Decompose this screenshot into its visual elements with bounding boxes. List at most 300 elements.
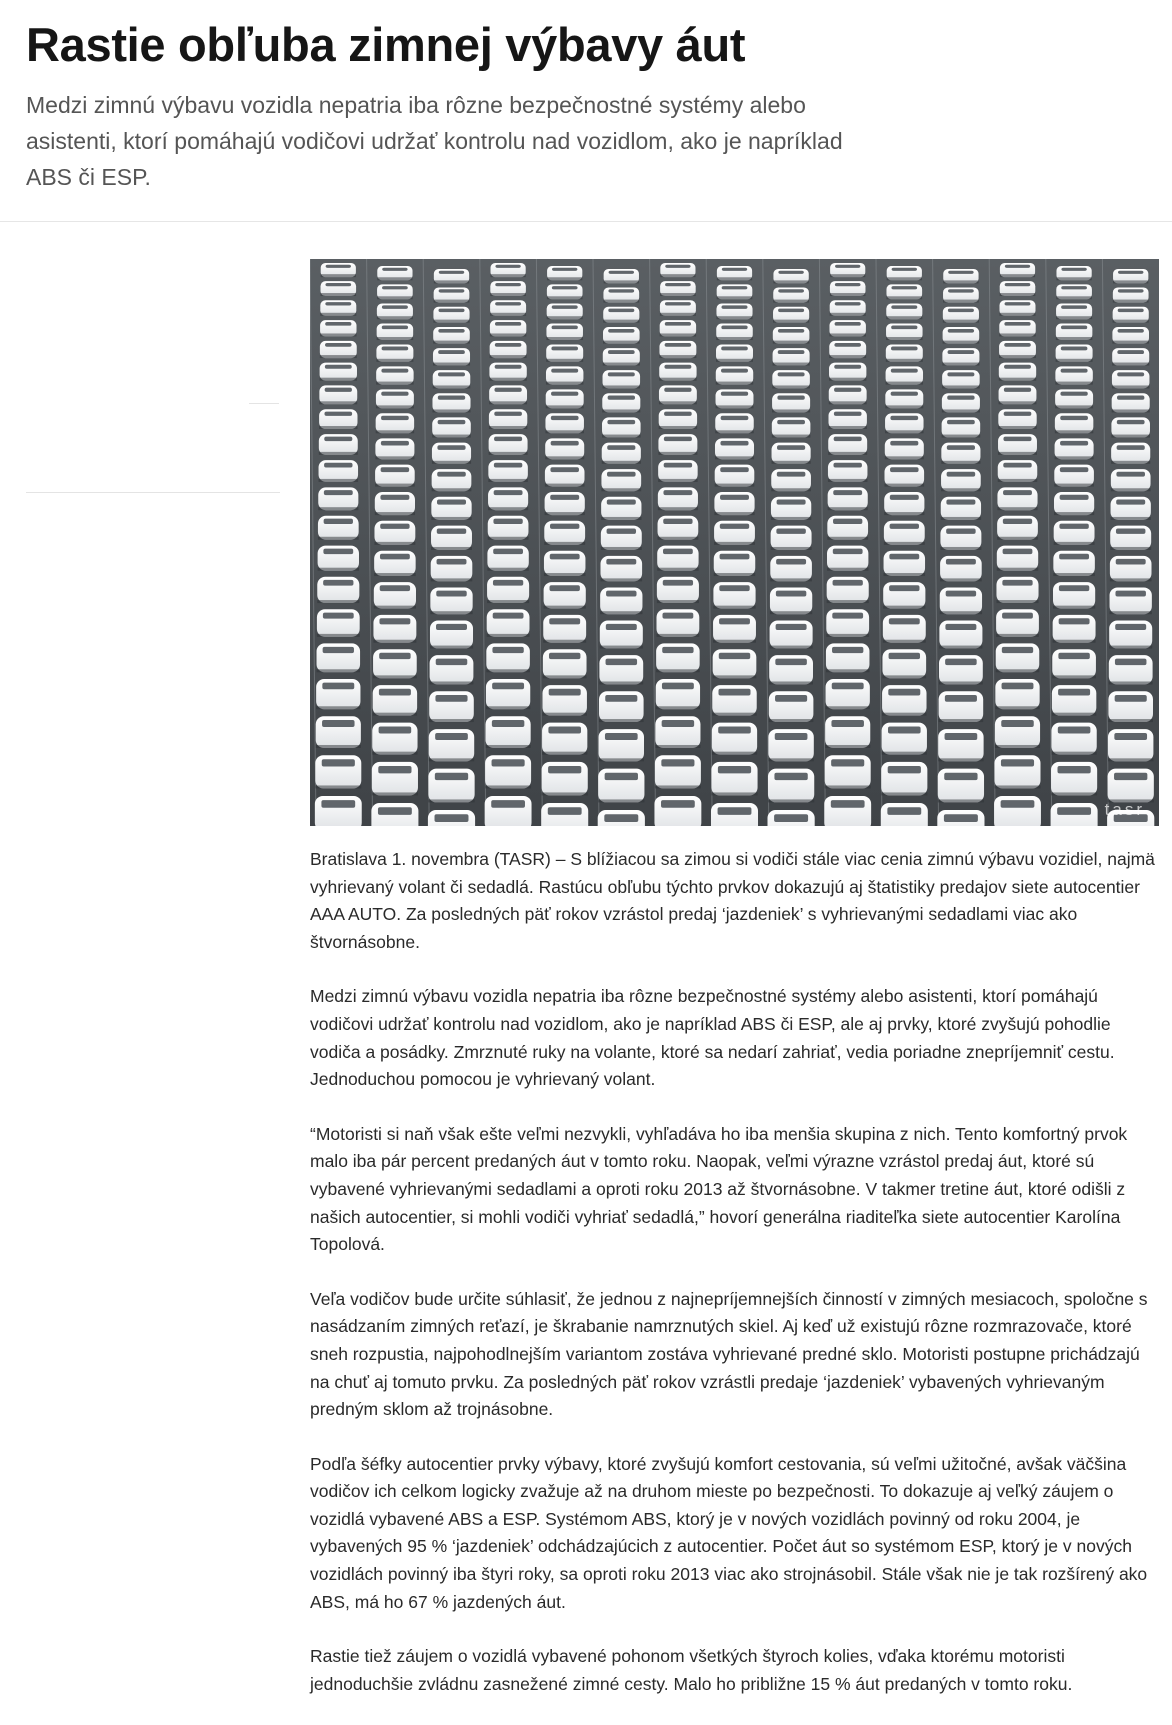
car-shape xyxy=(319,409,357,429)
car-shape xyxy=(372,723,417,755)
car-shape xyxy=(716,303,752,319)
car-shape xyxy=(1055,413,1093,433)
car-shape xyxy=(316,679,360,709)
car-shape xyxy=(942,393,980,412)
car-shape xyxy=(1052,649,1096,678)
car-shape xyxy=(546,389,584,408)
car-shape xyxy=(716,389,754,408)
car-shape xyxy=(658,516,699,540)
car-shape xyxy=(830,281,866,296)
car-shape xyxy=(999,363,1036,381)
car-shape xyxy=(882,649,926,678)
car-shape xyxy=(374,582,416,609)
car-shape xyxy=(600,621,643,649)
car-shape xyxy=(883,582,925,609)
car-shape xyxy=(603,370,641,388)
car-shape xyxy=(315,796,362,826)
car-shape xyxy=(998,409,1036,429)
car-shape xyxy=(825,716,870,748)
car-shape xyxy=(1111,469,1151,491)
car-shape xyxy=(317,609,360,637)
car-shape xyxy=(939,655,983,684)
car-shape xyxy=(601,526,642,550)
car-shape xyxy=(1056,303,1092,319)
sidebar-divider xyxy=(26,492,280,493)
car-shape xyxy=(884,492,924,515)
car-shape xyxy=(598,810,645,826)
car-shape xyxy=(1110,556,1152,582)
car-shape xyxy=(941,443,980,464)
car-shape xyxy=(996,577,1038,603)
car-shape xyxy=(489,363,526,381)
car-shape xyxy=(1110,587,1152,614)
car-shape xyxy=(942,348,979,365)
car-shape xyxy=(1113,307,1149,323)
car-shape xyxy=(1113,287,1149,302)
car-shape xyxy=(999,341,1036,358)
car-shape xyxy=(884,551,925,576)
car-shape xyxy=(716,344,753,361)
car-shape xyxy=(542,685,586,716)
car-shape xyxy=(711,803,758,826)
car-shape xyxy=(938,769,984,803)
car-shape xyxy=(717,266,752,280)
car-shape xyxy=(372,762,418,796)
car-shape xyxy=(713,615,756,643)
car-shape xyxy=(486,643,530,672)
article-title: Rastie obľuba zimnej výbavy áut xyxy=(26,18,746,71)
car-shape xyxy=(829,385,867,404)
car-shape xyxy=(375,492,415,515)
car-shape xyxy=(999,320,1035,336)
car-shape xyxy=(1112,348,1149,365)
car-shape xyxy=(320,300,356,316)
article-header xyxy=(0,0,1172,222)
car-shape xyxy=(488,487,528,510)
car-shape xyxy=(603,327,640,344)
car-shape xyxy=(1051,762,1097,796)
car-shape xyxy=(603,307,639,323)
car-shape xyxy=(885,389,923,408)
car-shape xyxy=(770,556,812,582)
car-shape xyxy=(943,269,978,283)
car-shape xyxy=(773,307,809,323)
car-shape xyxy=(373,649,417,678)
car-shape xyxy=(1053,615,1096,643)
car-shape xyxy=(716,366,753,384)
car-shape xyxy=(997,546,1038,571)
article-lede: Medzi zimnú výbavu vozidla nepatria iba rôzne bezpečnostné systémy alebo asistenti, ktorí pomáhajú vodičovi udržať kontrolu nad vozidlom, ako je napríklad ABS či ESP. xyxy=(26,92,843,190)
sidebar-divider-short xyxy=(249,403,279,404)
car-shape xyxy=(600,587,642,614)
car-shape xyxy=(489,385,527,404)
car-shape xyxy=(321,281,357,296)
car-shape xyxy=(601,497,641,520)
car-shape xyxy=(488,516,529,540)
car-shape xyxy=(998,460,1038,482)
car-shape xyxy=(1110,526,1151,550)
car-shape xyxy=(320,341,357,358)
car-shape xyxy=(826,643,870,672)
car-shape xyxy=(1053,582,1095,609)
car-shape xyxy=(489,434,528,455)
car-shape xyxy=(1055,389,1093,408)
car-shape xyxy=(545,438,584,459)
car-shape xyxy=(377,303,413,319)
car-shape xyxy=(319,460,359,482)
car-shape xyxy=(434,287,470,302)
article-paragraph: Bratislava 1. novembra (TASR) – S blížiacou sa zimou si vodiči stále viac cenia zimnú výbavu vozidiel, najmä vyhrievaný volant či sedadlá. Rastúcu obľubu týchto prvkov dokazujú aj štatistiky predajov siete autocentier AAA AUTO. Za posledných päť rokov vzrástol predaj ‘jazdeniek’ s vyhrievanými sedadlami viac ako štvornásobne. xyxy=(310,849,1155,952)
car-shape xyxy=(942,370,980,388)
car-shape xyxy=(317,643,361,672)
article-paragraph: Veľa vodičov bude určite súhlasiť, že jednou z najnepríjemnejších činností v zimných mesiacoch, spoločne s nasádzaním zimných reťazí, je škrabanie namrznutých skiel. Aj keď už existujú rôzne rozmrazovače, ktoré sneh rozpustia, najpohodlnejším variantom zostáva vyhrievané predné sklo. Motoristi postupne prichádzajú na chuť aj tomuto prvku. Za posledných päť rokov vzrástli predaje ‘jazdeniek’ vybavených vyhrievaným predným sklom až trojnásobne. xyxy=(310,1288,1148,1420)
car-shape xyxy=(603,348,640,365)
car-shape xyxy=(658,460,698,482)
car-shape xyxy=(714,492,754,515)
car-shape xyxy=(886,344,923,361)
car-shape xyxy=(320,320,356,336)
car-shape xyxy=(485,755,531,788)
car-shape xyxy=(995,716,1040,748)
car-shape xyxy=(1053,551,1094,576)
car-shape xyxy=(655,716,700,748)
car-shape xyxy=(490,341,527,358)
car-shape xyxy=(656,643,700,672)
car-shape xyxy=(827,516,868,540)
car-shape xyxy=(883,615,926,643)
car-shape xyxy=(428,810,475,826)
car-shape xyxy=(772,370,810,388)
article-paragraph: Rastie tiež záujem o vozidlá vybavené pohonom všetkých štyroch kolies, vďaka ktorému motoristi jednoduchšie zvládnu zasnežené zimné cesty. Malo ho približne 15 % áut predaných v tomto roku. xyxy=(310,1646,1073,1694)
car-shape xyxy=(319,434,358,455)
car-shape xyxy=(1055,366,1092,384)
car-shape xyxy=(659,409,697,429)
car-shape xyxy=(655,755,701,788)
car-shape xyxy=(318,487,358,510)
car-shape xyxy=(490,320,526,336)
car-shape xyxy=(433,327,470,344)
car-shape xyxy=(660,300,696,316)
car-shape xyxy=(771,526,812,550)
car-shape xyxy=(657,609,700,637)
car-shape xyxy=(829,363,866,381)
car-shape xyxy=(829,320,865,336)
car-shape xyxy=(488,460,528,482)
car-shape xyxy=(1111,497,1151,520)
car-shape xyxy=(716,324,753,341)
car-shape xyxy=(828,434,867,455)
car-shape xyxy=(546,344,583,361)
car-shape xyxy=(660,320,696,336)
car-shape xyxy=(1111,443,1150,464)
car-shape xyxy=(316,716,361,748)
car-shape xyxy=(773,348,810,365)
car-shape xyxy=(487,609,530,637)
car-shape xyxy=(713,582,755,609)
car-shape xyxy=(1000,300,1036,316)
car-shape xyxy=(656,679,700,709)
car-shape xyxy=(600,556,642,582)
car-shape xyxy=(318,546,359,571)
car-shape xyxy=(1054,521,1095,545)
car-shape xyxy=(376,344,413,361)
car-shape xyxy=(375,438,414,459)
car-shape xyxy=(659,385,697,404)
car-shape xyxy=(1112,393,1150,412)
car-shape xyxy=(772,443,811,464)
car-shape xyxy=(433,370,471,388)
car-shape xyxy=(885,413,923,433)
car-shape xyxy=(544,521,585,545)
car-shape xyxy=(541,803,588,826)
car-shape xyxy=(544,551,585,576)
car-shape xyxy=(1108,729,1153,761)
car-shape xyxy=(940,526,981,550)
car-shape xyxy=(1052,685,1096,716)
car-shape xyxy=(943,307,979,323)
car-shape xyxy=(882,685,926,716)
car-shape xyxy=(654,796,701,826)
car-shape xyxy=(714,551,755,576)
car-shape xyxy=(772,417,811,437)
car-shape xyxy=(658,487,698,510)
car-shape xyxy=(770,587,812,614)
article-photo[interactable] xyxy=(310,259,1159,826)
car-shape xyxy=(1109,655,1153,684)
car-shape xyxy=(712,685,756,716)
car-shape xyxy=(886,303,922,319)
car-shape xyxy=(377,266,412,280)
car-shape xyxy=(487,546,528,571)
car-shape xyxy=(428,769,474,803)
car-shape xyxy=(772,393,810,412)
car-shape xyxy=(997,487,1037,510)
car-shape xyxy=(599,729,644,761)
car-shape xyxy=(1111,417,1150,437)
car-shape xyxy=(886,366,923,384)
car-shape xyxy=(937,810,984,826)
car-shape xyxy=(317,577,359,603)
car-shape xyxy=(318,516,359,540)
car-shape xyxy=(373,615,416,643)
car-shape xyxy=(887,266,922,280)
car-shape xyxy=(542,723,587,755)
car-shape xyxy=(938,729,983,761)
car-shape xyxy=(547,266,582,280)
car-shape xyxy=(321,263,356,277)
car-shape xyxy=(544,582,586,609)
car-shape xyxy=(995,755,1041,788)
car-shape xyxy=(827,546,868,571)
photo-watermark: tasr xyxy=(1104,800,1145,819)
car-shape xyxy=(432,443,471,464)
car-shape xyxy=(546,366,583,384)
car-shape xyxy=(315,755,361,788)
car-shape xyxy=(1112,327,1149,344)
car-shape xyxy=(433,348,470,365)
car-shape xyxy=(1113,269,1148,283)
car-shape xyxy=(768,810,815,826)
car-shape xyxy=(1051,723,1096,755)
car-shape xyxy=(431,556,473,582)
car-shape xyxy=(377,324,414,341)
car-shape xyxy=(1108,691,1153,722)
car-shape xyxy=(998,434,1037,455)
article-body xyxy=(310,846,1162,1725)
car-shape xyxy=(657,577,699,603)
car-shape xyxy=(881,762,927,796)
car-shape xyxy=(943,287,979,302)
car-shape xyxy=(545,413,583,433)
car-shape xyxy=(376,366,413,384)
car-shape xyxy=(939,691,984,722)
car-shape xyxy=(997,516,1038,540)
car-shape xyxy=(430,655,474,684)
car-shape xyxy=(999,385,1037,404)
car-shape xyxy=(1054,492,1094,515)
car-shape xyxy=(711,762,757,796)
car-shape xyxy=(375,465,415,487)
car-shape xyxy=(546,324,583,341)
car-shape xyxy=(886,284,922,299)
car-shape xyxy=(940,556,982,582)
car-shape xyxy=(826,609,869,637)
car-shape xyxy=(996,609,1039,637)
car-shape xyxy=(489,409,527,429)
car-shape xyxy=(491,263,526,277)
car-shape xyxy=(601,469,641,491)
car-shape xyxy=(714,521,755,545)
car-shape xyxy=(1054,465,1094,487)
car-shape xyxy=(942,417,981,437)
article-paragraph: Medzi zimnú výbavu vozidla nepatria iba rôzne bezpečnostné systémy alebo asistenti, ktorí pomáhajú vodičovi udržať kontrolu nad vozidlom, ako je napríklad ABS či ESP, ale aj prvky, ktoré zvyšujú pohodlie vodiča a posádky. Zmrznuté ruky na volante, ktoré sa nedarí zahriať, vedia poriadne znepríjemniť cestu. Jednoduchou pomocou je vyhrievaný volant. xyxy=(310,986,1115,1090)
car-shape xyxy=(940,587,982,614)
car-shape xyxy=(768,769,814,803)
car-shape xyxy=(547,284,583,299)
car-shape xyxy=(943,327,980,344)
car-shape xyxy=(769,655,813,684)
car-shape xyxy=(430,621,473,649)
car-shape xyxy=(599,655,643,684)
car-shape xyxy=(996,643,1040,672)
car-shape xyxy=(768,729,813,761)
car-shape xyxy=(1056,324,1093,341)
car-shape xyxy=(771,469,811,491)
car-shape xyxy=(545,492,585,515)
car-shape xyxy=(828,460,868,482)
car-shape xyxy=(829,409,867,429)
car-shape xyxy=(431,526,472,550)
car-shape xyxy=(717,284,753,299)
car-shape xyxy=(659,363,696,381)
car-shape xyxy=(885,438,924,459)
car-shape xyxy=(884,521,925,545)
car-shape xyxy=(320,363,357,381)
car-shape xyxy=(713,649,757,678)
car-shape xyxy=(599,691,644,722)
car-shape xyxy=(1056,284,1092,299)
car-shape xyxy=(994,796,1041,826)
car-shape xyxy=(882,723,927,755)
car-shape xyxy=(658,434,697,455)
car-shape xyxy=(829,341,866,358)
car-shape xyxy=(827,577,869,603)
car-shape xyxy=(602,417,641,437)
car-shape xyxy=(1108,769,1154,803)
car-shape xyxy=(712,723,757,755)
car-shape xyxy=(603,287,639,302)
car-shape xyxy=(547,303,583,319)
car-shape xyxy=(371,803,418,826)
car-shape xyxy=(377,284,413,299)
car-shape xyxy=(490,281,526,296)
article-paragraph: Podľa šéfky autocentier prvky výbavy, ktoré zvyšujú komfort cestovania, sú veľmi užitočné, avšak väčšina vodičov ich celkom logicky zvažuje až na druhom mieste po bezpečnosti. To dokazuje aj veľký záujem o vozidlá vybavené ABS a ESP. Systémom ABS, ktorý je v nových vozidlách povinný od roku 2004, je vybavených 95 % ‘jazdeniek’ odchádzajúcich z autocentier. Počet áut so systémom ESP, ktorý je v nových vozidlách povinný iba štyri roky, sa oproti roku 2013 viac ako strojnásobil. Stále však nie je tak rozšírený ako ABS, má ho 67 % jazdených áut. xyxy=(310,1453,1148,1612)
car-shape xyxy=(486,716,531,748)
car-shape xyxy=(941,469,981,491)
car-shape xyxy=(432,417,471,437)
car-shape xyxy=(604,269,639,283)
car-shape xyxy=(657,546,698,571)
car-shape xyxy=(1112,370,1150,388)
car-shape xyxy=(433,307,469,323)
car-shape xyxy=(434,269,469,283)
car-shape xyxy=(543,615,586,643)
car-shape xyxy=(486,679,530,709)
car-shape xyxy=(660,263,695,277)
car-shape xyxy=(769,691,814,722)
car-shape xyxy=(374,551,415,576)
car-shape xyxy=(376,389,414,408)
car-shape xyxy=(374,521,415,545)
car-shape xyxy=(602,443,641,464)
car-shape xyxy=(941,497,981,520)
car-shape xyxy=(598,769,644,803)
car-shape xyxy=(432,469,472,491)
car-shape xyxy=(429,729,474,761)
car-shape xyxy=(430,587,472,614)
car-shape xyxy=(545,465,585,487)
car-shape xyxy=(660,281,696,296)
car-shape xyxy=(602,393,640,412)
car-shape xyxy=(1055,438,1094,459)
car-shape xyxy=(773,269,808,283)
car-shape xyxy=(770,621,813,649)
car-shape xyxy=(715,465,755,487)
car-shape xyxy=(824,796,871,826)
car-shape xyxy=(1056,344,1093,361)
car-shape xyxy=(939,621,982,649)
car-shape xyxy=(1000,263,1035,277)
car-shape xyxy=(432,393,470,412)
car-shape xyxy=(542,762,588,796)
car-shape xyxy=(884,465,924,487)
car-shape xyxy=(881,803,928,826)
car-shape xyxy=(376,413,414,433)
car-shape xyxy=(830,263,865,277)
car-shape xyxy=(487,577,529,603)
car-shape xyxy=(543,649,587,678)
car-shape xyxy=(830,300,866,316)
car-shape xyxy=(1056,266,1091,280)
car-shape xyxy=(995,679,1039,709)
car-shape xyxy=(825,755,871,788)
car-shape xyxy=(319,385,357,404)
car-shape xyxy=(373,685,417,716)
car-shape xyxy=(431,497,471,520)
car-shape xyxy=(828,487,868,510)
car-shape xyxy=(1000,281,1036,296)
article-paragraph: “Motoristi si naň však ešte veľmi nezvykli, vyhľadáva ho iba menšia skupina z nich. Tento komfortný prvok malo iba pár percent predaných áut v tomto roku. Naopak, veľmi výrazne vzrástol predaj áut, ktoré sú vybavené vyhrievanými sedadlami a oproti roku 2013 až štvornásobne. V takmer tretine áut, ktoré odišli z našich autocentier, si mohli vodiči vyhriať sedadlá,” hovorí generálna riaditeľka siete autocentier Karolína Topolová. xyxy=(310,1123,1128,1255)
